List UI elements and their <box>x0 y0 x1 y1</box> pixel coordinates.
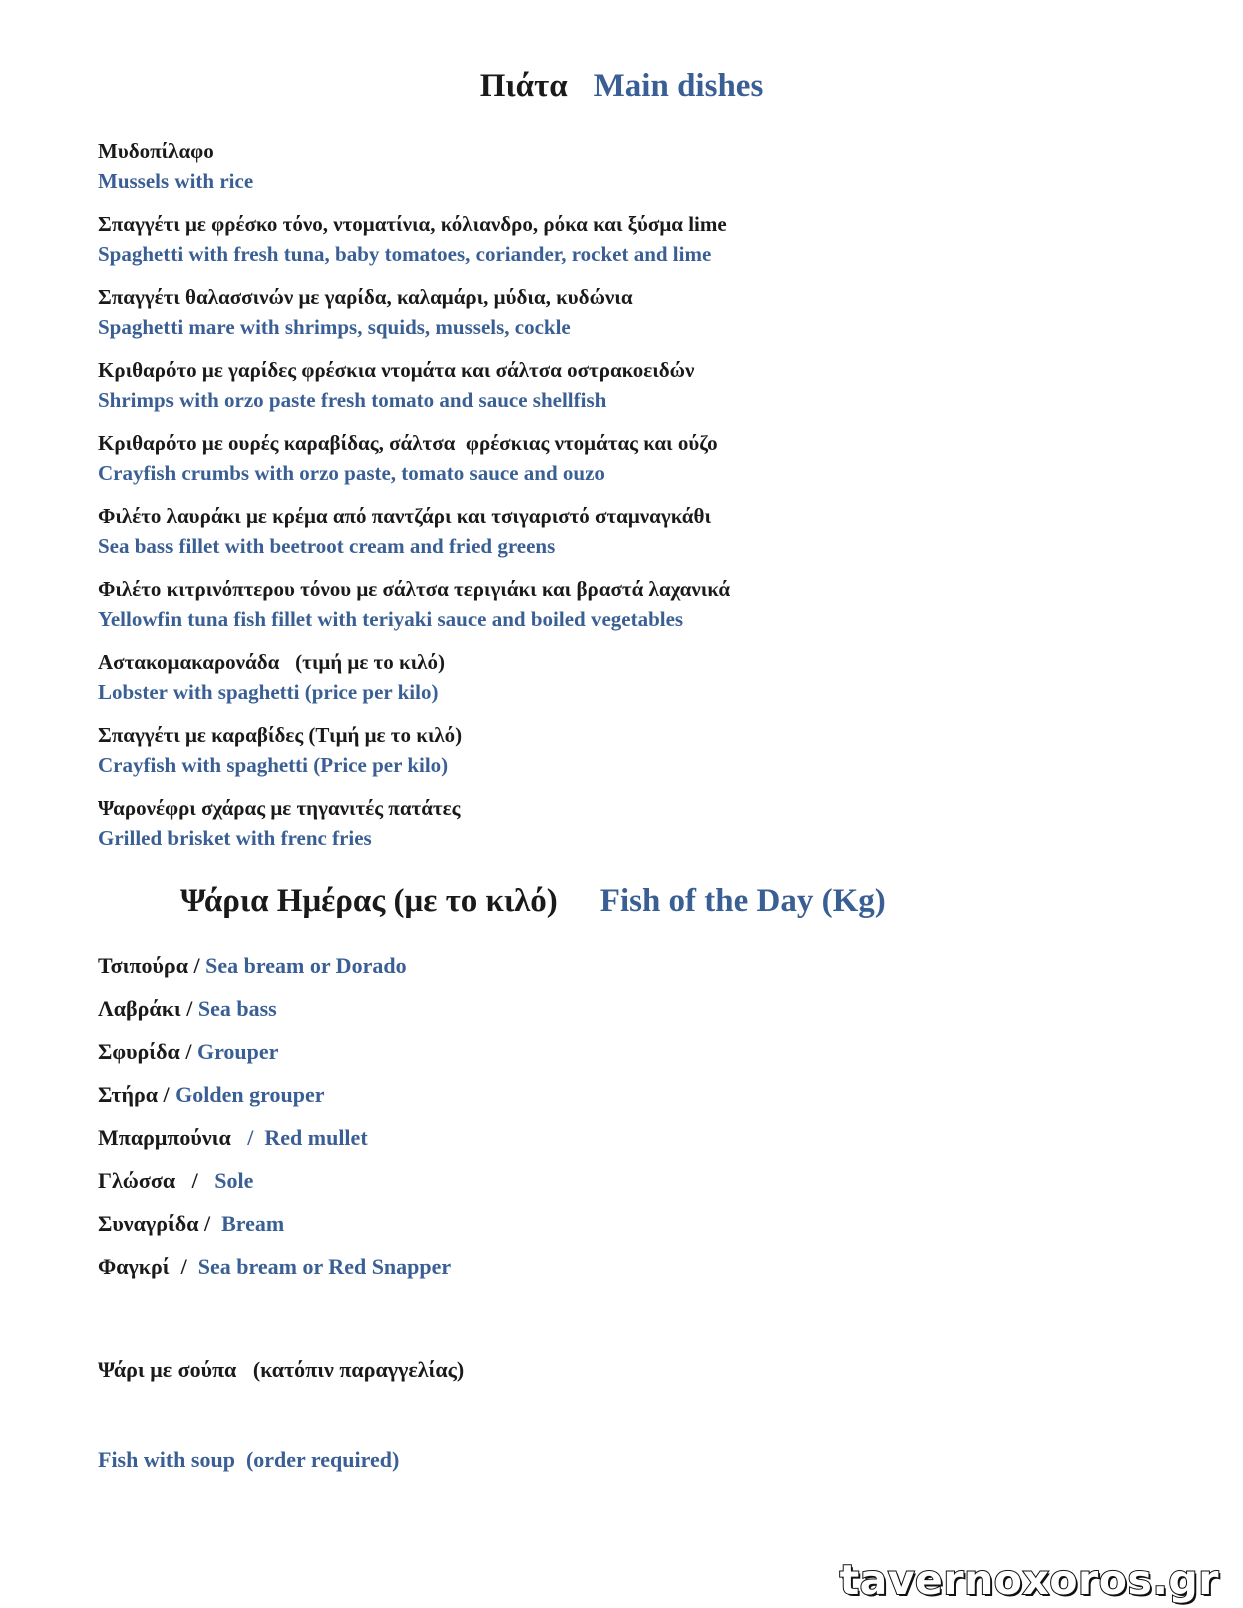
fish-name-english: Sea bream or Red Snapper <box>197 1254 452 1279</box>
fish-name-greek: Γλώσσα <box>98 1168 176 1193</box>
dish-name-english: Lobster with spaghetti (price per kilo) <box>98 680 439 704</box>
dish-name-greek: Σπαγγέτι με καραβίδες (Τιμή με το κιλό) <box>98 723 463 747</box>
fish-item <box>98 1166 1098 1209</box>
fish-separator: / <box>230 1125 265 1150</box>
fish-separator: / <box>198 1211 222 1236</box>
fish-separator: / <box>169 1254 198 1279</box>
fish-separator: / <box>188 953 206 978</box>
fish-name-english: Sea bream or Dorado <box>205 953 407 978</box>
fish-separator: / <box>179 1039 197 1064</box>
main-dishes-title-greek: Πιάτα <box>479 68 568 104</box>
site-watermark: tavernoxoros.gr <box>839 1556 1219 1604</box>
fish-name-greek: Τσιπούρα <box>98 953 188 978</box>
fish-separator: / <box>158 1082 176 1107</box>
dish-item <box>98 282 1098 355</box>
fish-item <box>98 1252 1098 1295</box>
dish-name-english: Shrimps with orzo paste fresh tomato and sauce shellfish <box>98 388 607 412</box>
dish-item <box>98 209 1098 282</box>
dish-name-greek: Ψαρονέφρι σχάρας με τηγανιτές πατάτες <box>98 796 461 820</box>
dish-name-english: Grilled brisket with frenc fries <box>98 826 372 850</box>
fish-soup-english: Fish with soup (order required) <box>98 1447 400 1472</box>
fish-name-english: Red mullet <box>264 1125 368 1150</box>
dish-item <box>98 574 1098 647</box>
fish-item <box>98 951 1098 994</box>
fish-of-day-title-greek: Ψάρια Ημέρας (με το κιλό) <box>180 883 558 919</box>
dish-name-greek: Φιλέτο κιτρινόπτερου τόνου με σάλτσα τεριγιάκι και βραστά λαχανικά <box>98 577 731 601</box>
fish-name-greek: Στήρα <box>98 1082 159 1107</box>
dish-item <box>98 647 1098 720</box>
fish-item <box>98 1209 1098 1252</box>
fish-name-greek: Φαγκρί <box>98 1254 170 1279</box>
dish-name-english: Mussels with rice <box>98 169 254 193</box>
dish-name-greek: Σπαγγέτι με φρέσκο τόνο, ντοματίνια, κόλιανδρο, ρόκα και ξύσμα lime <box>98 212 727 236</box>
dish-name-greek: Σπαγγέτι θαλασσινών με γαρίδα, καλαμάρι, μύδια, κυδώνια <box>98 285 633 309</box>
fish-name-greek: Μπαρμπούνια <box>98 1125 231 1150</box>
dish-item <box>98 720 1098 793</box>
dish-name-english: Spaghetti with fresh tuna, baby tomatoes, coriander, rocket and lime <box>98 242 712 266</box>
fish-name-english: Sea bass <box>197 996 277 1021</box>
fish-item <box>98 994 1098 1037</box>
fish-name-english: Sole <box>214 1168 254 1193</box>
dish-name-greek: Μυδοπίλαφο <box>98 139 214 163</box>
dish-item <box>98 355 1098 428</box>
dish-name-english: Yellowfin tuna fish fillet with teriyaki sauce and boiled vegetables <box>98 607 684 631</box>
fish-name-greek: Σφυρίδα <box>98 1039 180 1064</box>
dish-item <box>98 501 1098 574</box>
fish-item <box>98 1123 1098 1166</box>
fish-item <box>98 1080 1098 1123</box>
fish-separator: / <box>180 996 198 1021</box>
fish-name-english: Bream <box>221 1211 285 1236</box>
main-dishes-list <box>98 136 1098 866</box>
dish-name-greek: Κριθαρότο με ουρές καραβίδας, σάλτσα φρέσκιας ντομάτας και ούζο <box>98 431 718 455</box>
dish-name-greek: Αστακομακαρονάδα (τιμή με το κιλό) <box>98 650 445 674</box>
fish-name-english: Grouper <box>196 1039 279 1064</box>
dish-name-english: Sea bass fillet with beetroot cream and fried greens <box>98 534 556 558</box>
fish-separator: / <box>175 1168 215 1193</box>
main-dishes-title-english: Main dishes <box>593 68 764 104</box>
dish-name-greek: Κριθαρότο με γαρίδες φρέσκια ντομάτα και σάλτσα οστρακοειδών <box>98 358 695 382</box>
dish-name-english: Crayfish with spaghetti (Price per kilo) <box>98 753 449 777</box>
fish-name-english: Golden grouper <box>175 1082 325 1107</box>
dish-name-english: Crayfish crumbs with orzo paste, tomato sauce and ouzo <box>98 461 605 485</box>
fish-of-day-title-english: Fish of the Day (Kg) <box>599 883 886 919</box>
dish-name-english: Spaghetti mare with shrimps, squids, mussels, cockle <box>98 315 571 339</box>
fish-of-day-list <box>98 951 1098 1535</box>
fish-name-greek: Λαβράκι <box>98 996 181 1021</box>
fish-soup-greek: Ψάρι με σούπα (κατόπιν παραγγελίας) <box>98 1357 465 1382</box>
dish-item <box>98 793 1098 866</box>
main-dishes-title <box>0 66 1243 106</box>
fish-name-greek: Συναγρίδα <box>98 1211 199 1236</box>
dish-item <box>98 428 1098 501</box>
dish-item <box>98 136 1098 209</box>
dish-name-greek: Φιλέτο λαυράκι με κρέμα από παντζάρι και τσιγαριστό σταμναγκάθι <box>98 504 711 528</box>
fish-item <box>98 1037 1098 1080</box>
fish-of-day-title <box>180 880 886 922</box>
fish-soup-item <box>98 1295 1098 1535</box>
